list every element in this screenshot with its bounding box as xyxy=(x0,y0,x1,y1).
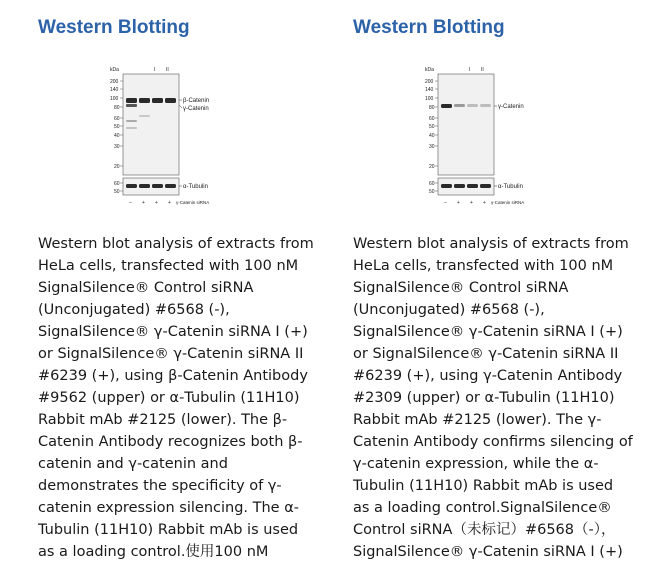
caption-line: catenin expression silencing. The α- xyxy=(38,500,300,516)
blot-band xyxy=(126,98,137,103)
caption-line: #6239 (+), using γ-Catenin Antibody xyxy=(353,368,623,384)
left-column xyxy=(38,0,338,568)
caption-line: demonstrates the specificity of γ- xyxy=(38,478,282,494)
blot-marker-label: 20 xyxy=(114,164,120,170)
blot-treatment-sign: + xyxy=(483,200,486,206)
blot-band-label: α-Tubulin xyxy=(183,184,208,190)
blot-lane-label: I xyxy=(469,67,471,73)
blot-unit-label: kDa xyxy=(425,67,434,73)
blot-marker-ticks xyxy=(435,81,438,166)
blot-marker-label: 60 xyxy=(114,116,120,122)
blot-treatment-sign: + xyxy=(457,200,460,206)
blot-band xyxy=(454,104,465,107)
blot-treatment-sign: + xyxy=(142,200,145,206)
blot-marker-label: 80 xyxy=(429,105,435,111)
caption-line: Control siRNA（未标记）#6568（-）， xyxy=(353,522,616,538)
section-title: Western Blotting xyxy=(38,17,190,38)
caption-line: as a loading control.SignalSilence® xyxy=(353,500,612,516)
blot-marker-label: 40 xyxy=(114,133,120,139)
caption-line: Western blot analysis of extracts from xyxy=(353,236,629,252)
blot-treatment-sign: – xyxy=(444,200,447,206)
caption-line: HeLa cells, transfected with 100 nM xyxy=(38,258,299,274)
blot-marker-label: 100 xyxy=(110,96,119,102)
blot-membrane-upper xyxy=(123,74,179,175)
blot-marker-label: 60 xyxy=(114,181,120,187)
blot-marker-label: 50 xyxy=(429,124,435,130)
blot-band-label: α-Tubulin xyxy=(498,184,523,190)
blot-band xyxy=(126,127,137,129)
blot-band xyxy=(441,184,452,188)
blot-band xyxy=(165,98,176,103)
blot-band xyxy=(165,184,176,188)
blot-marker-label: 50 xyxy=(114,189,120,195)
blot-svg xyxy=(108,63,238,208)
blot-marker-label: 50 xyxy=(114,124,120,130)
caption-line: Tubulin (11H10) Rabbit mAb is used xyxy=(353,478,614,494)
blot-band xyxy=(480,184,491,188)
blot-lane-label: II xyxy=(166,67,169,73)
blot-lane-label: II xyxy=(481,67,484,73)
blot-band-label: β-Catenin xyxy=(183,98,210,104)
western-blot-image-beta-catenin xyxy=(108,63,238,208)
blot-treatment-sign: – xyxy=(129,200,132,206)
caption-line: SignalSilence® γ-Catenin siRNA I (+) xyxy=(38,324,308,340)
blot-lane-label: I xyxy=(154,67,156,73)
caption-line: Catenin Antibody confirms silencing of xyxy=(353,434,633,450)
blot-band-label: γ-Catenin xyxy=(183,106,209,112)
blot-band xyxy=(152,184,163,188)
blot-marker-label: 200 xyxy=(110,79,119,85)
blot-marker-label: 20 xyxy=(429,164,435,170)
caption-line: Tubulin (11H10) Rabbit mAb is used xyxy=(38,522,299,538)
blot-treatment-label: γ-Catenin siRNA xyxy=(176,200,210,205)
blot-marker-label: 60 xyxy=(429,181,435,187)
blot-band xyxy=(480,104,491,107)
caption-line: #2309 (upper) or α-Tubulin (11H10) xyxy=(353,390,615,406)
caption-line: SignalSilence® γ-Catenin siRNA I (+) xyxy=(353,324,623,340)
caption-line: Rabbit mAb #2125 (lower). The β- xyxy=(38,412,288,428)
caption-line: Catenin Antibody recognizes both β- xyxy=(38,434,303,450)
caption-line: (Unconjugated) #6568 (-), xyxy=(38,302,230,318)
blot-band xyxy=(139,98,150,103)
blot-treatment-sign: + xyxy=(470,200,473,206)
blot-marker-label: 200 xyxy=(425,79,434,85)
caption-line: #9562 (upper) or α-Tubulin (11H10) xyxy=(38,390,300,406)
figure-caption xyxy=(353,233,651,563)
caption-line: SignalSilence® γ-Catenin siRNA I (+) xyxy=(353,544,623,560)
blot-marker-label: 80 xyxy=(114,105,120,111)
caption-line: HeLa cells, transfected with 100 nM xyxy=(353,258,614,274)
blot-marker-label: 100 xyxy=(425,96,434,102)
blot-treatment-sign: + xyxy=(155,200,158,206)
right-column xyxy=(353,0,651,568)
blot-marker-label: 60 xyxy=(429,116,435,122)
blot-band xyxy=(441,104,452,108)
blot-band-label: γ-Catenin xyxy=(498,104,524,110)
blot-marker-ticks xyxy=(120,81,123,166)
blot-band xyxy=(139,115,150,117)
figure-caption xyxy=(38,233,338,563)
caption-line: #6239 (+), using β-Catenin Antibody xyxy=(38,368,308,384)
blot-band xyxy=(126,184,137,188)
blot-marker-label: 50 xyxy=(429,189,435,195)
caption-line: γ-catenin expression, while the α- xyxy=(353,456,599,472)
caption-line: (Unconjugated) #6568 (-), xyxy=(353,302,545,318)
caption-line: or SignalSilence® γ-Catenin siRNA II xyxy=(38,346,304,362)
blot-band xyxy=(152,98,163,103)
caption-line: or SignalSilence® γ-Catenin siRNA II xyxy=(353,346,619,362)
blot-treatment-label: γ-Catenin siRNA xyxy=(491,200,525,205)
blot-band xyxy=(126,120,137,122)
blot-band xyxy=(139,184,150,188)
blot-marker-label: 140 xyxy=(425,87,434,93)
caption-line: as a loading control.使用100 nM xyxy=(38,544,269,560)
blot-marker-label: 140 xyxy=(110,87,119,93)
blot-svg xyxy=(423,63,553,208)
blot-marker-label: 30 xyxy=(114,144,120,150)
caption-line: SignalSilence® Control siRNA xyxy=(353,280,569,296)
blot-marker-label: 30 xyxy=(429,144,435,150)
caption-line: catenin and γ-catenin and xyxy=(38,456,228,472)
blot-marker-label: 40 xyxy=(429,133,435,139)
caption-line: SignalSilence® Control siRNA xyxy=(38,280,254,296)
blot-band xyxy=(467,184,478,188)
western-blot-image-gamma-catenin xyxy=(423,63,553,208)
caption-line: Rabbit mAb #2125 (lower). The γ- xyxy=(353,412,602,428)
blot-band xyxy=(467,104,478,107)
caption-line: Western blot analysis of extracts from xyxy=(38,236,314,252)
blot-treatment-sign: + xyxy=(168,200,171,206)
blot-band xyxy=(454,184,465,188)
section-title: Western Blotting xyxy=(353,17,505,38)
blot-membrane-upper xyxy=(438,74,494,175)
blot-band xyxy=(126,104,137,107)
blot-unit-label: kDa xyxy=(110,67,119,73)
